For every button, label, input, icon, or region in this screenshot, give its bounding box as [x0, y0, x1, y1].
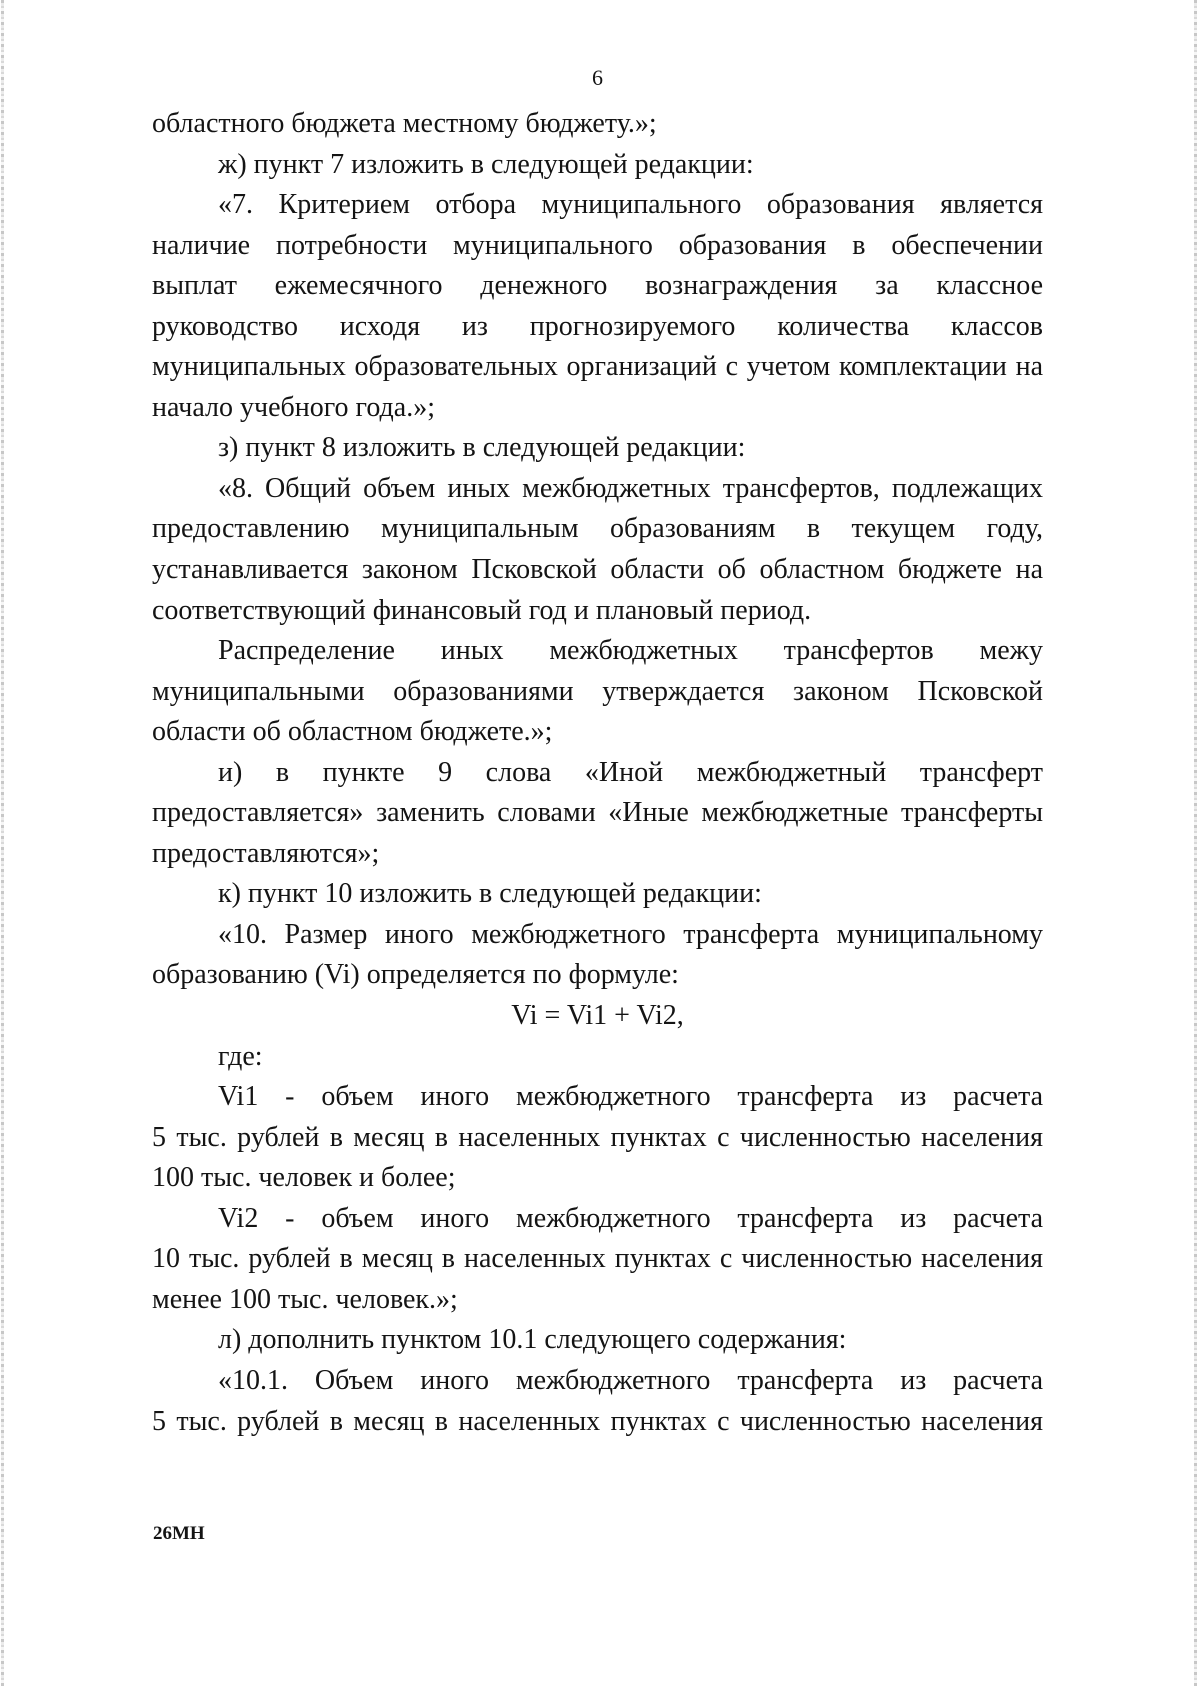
text-line: областного бюджета местному бюджету.»; — [152, 108, 657, 139]
subitem-l — [152, 1320, 1043, 1361]
text-line: руководство исходя из прогнозируемого количества классов — [152, 310, 1043, 342]
formula-line: Vi = Vi1 + Vi2, — [511, 1000, 684, 1032]
paragraph-continuation — [152, 104, 1043, 145]
text-line: менее 100 тыс. человек.»; — [152, 1283, 458, 1315]
quoted-point-10 — [152, 915, 1043, 996]
text-line: 5 тыс. рублей в месяц в населенных пунктах с численностью населения — [152, 1405, 1043, 1437]
text-line: Vi2 - объем иного межбюджетного трансферта из расчета — [218, 1202, 1043, 1234]
text-line: выплат ежемесячного денежного вознаграждения за классное — [152, 270, 1043, 302]
subitem-zh — [152, 145, 1043, 186]
text-line: начало учебного года.»; — [152, 391, 435, 423]
text-line: наличие потребности муниципального образования в обеспечении — [152, 229, 1043, 261]
scan-edge-left — [1, 0, 4, 1686]
text-line: предоставлению муниципальным образованиям в текущем году, — [152, 513, 1043, 545]
text-line: 5 тыс. рублей в месяц в населенных пунктах с численностью населения — [152, 1121, 1043, 1153]
text-line: 10 тыс. рублей в месяц в населенных пунктах с численностью населения — [152, 1243, 1043, 1275]
text-line: 100 тыс. человек и более; — [152, 1162, 456, 1194]
text-line: Распределение иных межбюджетных трансфертов межу — [218, 635, 1043, 667]
text-line: «10. Размер иного межбюджетного трансферта муниципальному — [218, 918, 1043, 950]
scan-edge-right — [1194, 0, 1197, 1686]
definition-vi2 — [152, 1199, 1043, 1321]
text-line: где: — [218, 1040, 263, 1072]
definition-vi1 — [152, 1077, 1043, 1199]
text-line: области об областном бюджете.»; — [152, 716, 553, 748]
subitem-i — [152, 753, 1043, 875]
quoted-point-8 — [152, 469, 1043, 631]
text-line: к) пункт 10 изложить в следующей редакции: — [218, 878, 762, 910]
footer-code: 26МН — [153, 1523, 205, 1544]
text-line: Vi1 - объем иного межбюджетного трансферта из расчета — [218, 1081, 1043, 1113]
quoted-point-10-1 — [152, 1361, 1043, 1442]
text-line: «7. Критерием отбора муниципального образования является — [218, 189, 1043, 221]
formula — [152, 996, 1043, 1037]
text-line: «10.1. Объем иного межбюджетного трансферта из расчета — [218, 1364, 1043, 1396]
text-line: л) дополнить пунктом 10.1 следующего содержания: — [218, 1324, 847, 1356]
text-line: предоставляется» заменить словами «Иные межбюджетные трансферты — [152, 797, 1043, 829]
where-label — [152, 1037, 1043, 1078]
page-number: 6 — [592, 65, 603, 90]
subitem-k — [152, 874, 1043, 915]
text-line: ж) пункт 7 изложить в следующей редакции: — [218, 148, 754, 180]
text-line: муниципальными образованиями утверждается законом Псковской — [152, 675, 1043, 707]
subitem-z — [152, 428, 1043, 469]
quoted-point-7 — [152, 185, 1043, 428]
text-line: устанавливается законом Псковской области об областном бюджете на — [152, 554, 1043, 586]
document-body — [152, 104, 1043, 1442]
text-line: муниципальных образовательных организаций с учетом комплектации на — [152, 351, 1043, 383]
text-line: предоставляются»; — [152, 837, 380, 869]
text-line: соответствующий финансовый год и плановый период. — [152, 594, 812, 626]
text-line: образованию (Vi) определяется по формуле: — [152, 959, 679, 991]
text-line: з) пункт 8 изложить в следующей редакции: — [218, 432, 746, 464]
text-line: «8. Общий объем иных межбюджетных трансфертов, подлежащих — [218, 472, 1043, 504]
paragraph-distribution — [152, 631, 1043, 753]
text-line: и) в пункте 9 слова «Иной межбюджетный трансферт — [218, 756, 1043, 788]
